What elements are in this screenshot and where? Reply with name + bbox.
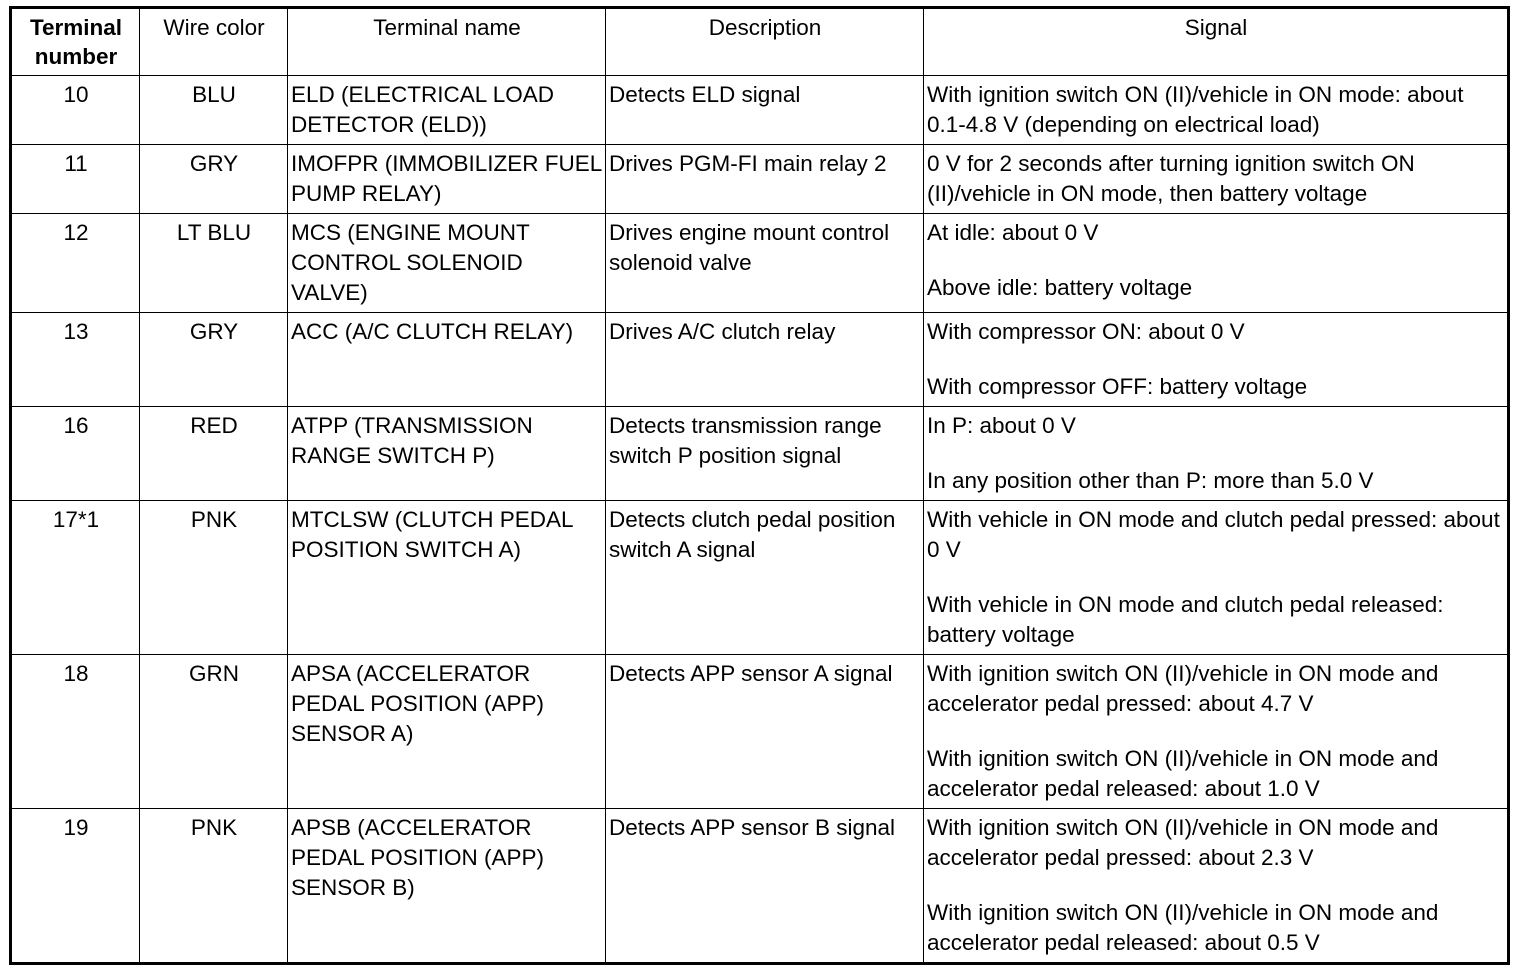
terminal-number-cell: 16 (11, 407, 140, 501)
signal-text: With ignition switch ON (II)/vehicle in ON mode and accelerator pedal pressed: about 2.3 V (927, 815, 1439, 870)
signal-text: With ignition switch ON (II)/vehicle in ON mode and accelerator pedal released: about 0.5 V (927, 900, 1439, 955)
wire-color-cell: BLU (140, 76, 288, 145)
signal-text: With compressor OFF: battery voltage (927, 374, 1308, 399)
signal-text: At idle: about 0 V (927, 220, 1099, 245)
header-terminal-name: Terminal name (288, 8, 606, 76)
terminal-name-cell: ELD (ELECTRICAL LOAD DETECTOR (ELD)) (288, 76, 606, 145)
terminal-number-cell: 11 (11, 145, 140, 214)
header-terminal-number: Terminal number (11, 8, 140, 76)
table-row (11, 214, 1509, 313)
signal-text: With ignition switch ON (II)/vehicle in ON mode: about 0.1-4.8 V (depending on electrical load) (927, 82, 1464, 137)
terminal-name-cell: IMOFPR (IMMOBILIZER FUEL PUMP RELAY) (288, 145, 606, 214)
terminal-name-cell: ACC (A/C CLUTCH RELAY) (288, 313, 606, 407)
table-row (11, 501, 1509, 655)
header-wire-color: Wire color (140, 8, 288, 76)
signal-text: With ignition switch ON (II)/vehicle in ON mode and accelerator pedal pressed: about 4.7 V (927, 661, 1439, 716)
signal-text: 0 V for 2 seconds after turning ignition switch ON (II)/vehicle in ON mode, then battery voltage (927, 151, 1415, 206)
description-cell: Drives PGM-FI main relay 2 (606, 145, 924, 214)
terminal-number-cell: 12 (11, 214, 140, 313)
signal-cell (924, 501, 1509, 655)
terminal-name-cell: ATPP (TRANSMISSION RANGE SWITCH P) (288, 407, 606, 501)
header-description: Description (606, 8, 924, 76)
terminal-number-cell: 13 (11, 313, 140, 407)
wire-color-cell: PNK (140, 809, 288, 964)
description-cell: Detects clutch pedal position switch A signal (606, 501, 924, 655)
terminal-name-cell: APSA (ACCELERATOR PEDAL POSITION (APP) SENSOR A) (288, 655, 606, 809)
signal-cell (924, 407, 1509, 501)
terminal-name-cell: MTCLSW (CLUTCH PEDAL POSITION SWITCH A) (288, 501, 606, 655)
header-row (11, 8, 1509, 76)
signal-cell (924, 313, 1509, 407)
wire-color-cell: PNK (140, 501, 288, 655)
table-row (11, 313, 1509, 407)
wire-color-cell: GRY (140, 313, 288, 407)
wire-color-cell: GRY (140, 145, 288, 214)
terminal-number-cell: 19 (11, 809, 140, 964)
signal-text: With ignition switch ON (II)/vehicle in ON mode and accelerator pedal released: about 1.0 V (927, 746, 1439, 801)
table-row (11, 76, 1509, 145)
terminal-name-cell: MCS (ENGINE MOUNT CONTROL SOLENOID VALVE) (288, 214, 606, 313)
signal-text: With vehicle in ON mode and clutch pedal released: battery voltage (927, 592, 1444, 647)
terminal-number-cell: 10 (11, 76, 140, 145)
description-cell: Detects APP sensor B signal (606, 809, 924, 964)
table-row (11, 809, 1509, 964)
signal-text: In P: about 0 V (927, 413, 1076, 438)
signal-text: With compressor ON: about 0 V (927, 319, 1245, 344)
terminal-number-cell: 17*1 (11, 501, 140, 655)
terminal-name-cell: APSB (ACCELERATOR PEDAL POSITION (APP) SENSOR B) (288, 809, 606, 964)
signal-cell (924, 76, 1509, 145)
description-cell: Drives A/C clutch relay (606, 313, 924, 407)
description-cell: Detects ELD signal (606, 76, 924, 145)
signal-cell (924, 655, 1509, 809)
wire-color-cell: LT BLU (140, 214, 288, 313)
header-signal: Signal (924, 8, 1509, 76)
signal-text: Above idle: battery voltage (927, 275, 1193, 300)
signal-cell (924, 214, 1509, 313)
description-cell: Detects APP sensor A signal (606, 655, 924, 809)
table-row (11, 655, 1509, 809)
terminal-table (9, 6, 1510, 965)
signal-text: With vehicle in ON mode and clutch pedal pressed: about 0 V (927, 507, 1500, 562)
signal-cell (924, 809, 1509, 964)
wire-color-cell: RED (140, 407, 288, 501)
signal-text: In any position other than P: more than 5.0 V (927, 468, 1374, 493)
table-row (11, 145, 1509, 214)
description-cell: Detects transmission range switch P position signal (606, 407, 924, 501)
wire-color-cell: GRN (140, 655, 288, 809)
description-cell: Drives engine mount control solenoid valve (606, 214, 924, 313)
table-row (11, 407, 1509, 501)
terminal-number-cell: 18 (11, 655, 140, 809)
signal-cell (924, 145, 1509, 214)
